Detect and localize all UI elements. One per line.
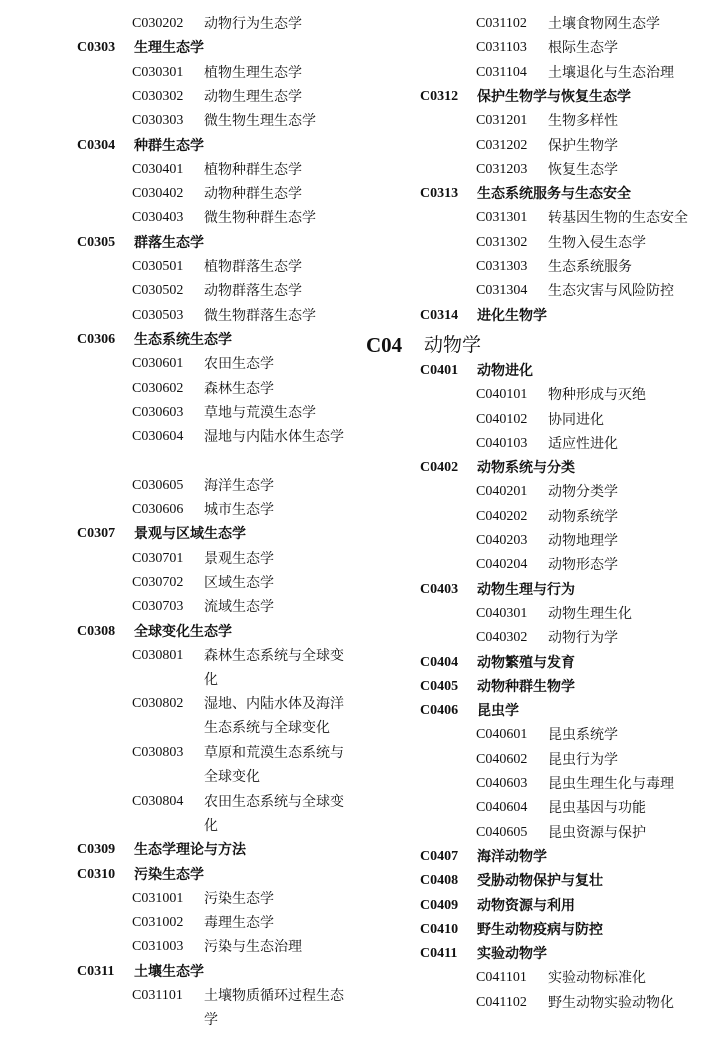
item-code: C0312 <box>420 88 459 104</box>
item-code: C040201 <box>476 484 528 500</box>
item-name: 动物生理生态学 <box>204 88 302 105</box>
item-code: C031102 <box>476 16 527 31</box>
item-name: 根际生态学 <box>548 40 618 57</box>
item-code: C030503 <box>132 307 184 323</box>
item-code: C0303 <box>77 40 116 56</box>
item-name: 动物资源与利用 <box>477 897 575 914</box>
item-name: 保护生物学 <box>548 137 618 154</box>
item-name: 生态系统服务 <box>548 259 632 275</box>
item-code: C0404 <box>420 654 459 670</box>
item-code: C031201 <box>476 113 528 129</box>
item-name: 生理生态学 <box>134 40 204 57</box>
item-name: 植物种群生态学 <box>204 161 302 178</box>
item-code: C040203 <box>476 533 528 548</box>
item-code: C040604 <box>476 800 528 816</box>
item-code: C040202 <box>476 508 528 524</box>
item-code: C030701 <box>132 550 184 566</box>
item-code: C0410 <box>420 921 459 937</box>
item-code: C0409 <box>420 897 459 913</box>
item-name: 农田生态系统与全球变化 <box>204 793 344 834</box>
item-name: 景观与区域生态学 <box>134 526 246 543</box>
item-code: C031202 <box>476 137 528 153</box>
item-code: C0307 <box>77 526 116 542</box>
item-name: 土壤退化与生态治理 <box>548 64 674 81</box>
item-name: 动物行为生态学 <box>204 16 302 32</box>
item-name: 微生物种群生态学 <box>204 210 316 227</box>
item-code: C031104 <box>476 64 527 80</box>
item-name: 土壤物质循环过程生态学 <box>204 988 344 1028</box>
item-name: 农田生态学 <box>204 356 274 373</box>
item-code: C030801 <box>132 647 184 663</box>
item-name: 污染生态学 <box>134 866 204 883</box>
item-code: C030702 <box>132 574 184 590</box>
item-name: 区域生态学 <box>204 574 274 591</box>
item-code: C0304 <box>77 137 116 153</box>
item-code: C030604 <box>132 429 184 445</box>
item-code: C030603 <box>132 404 184 420</box>
item-name: 动物种群生物学 <box>477 678 575 695</box>
item-name: 实验动物学 <box>477 946 547 963</box>
item-name: 生物多样性 <box>548 113 618 130</box>
item-code: C0403 <box>420 581 459 597</box>
item-code: C031302 <box>476 234 528 250</box>
item-code: C031101 <box>132 988 183 1003</box>
item-code: C0313 <box>420 186 459 202</box>
item-name: 进化生物学 <box>477 307 547 324</box>
item-code: C0406 <box>420 703 459 719</box>
item-code: C0309 <box>77 842 116 858</box>
item-name: 土壤食物网生态学 <box>548 16 660 32</box>
item-code: C0308 <box>77 623 116 639</box>
item-name: 恢复生态学 <box>548 161 618 178</box>
item-code: C0311 <box>77 963 115 979</box>
item-code: C040301 <box>476 605 528 621</box>
item-code: C040302 <box>476 630 528 646</box>
item-code: C030605 <box>132 477 184 493</box>
item-code: C030501 <box>132 259 184 274</box>
item-name: 动物生理生化 <box>548 605 632 622</box>
item-name: 海洋动物学 <box>477 848 547 865</box>
item-name: 草原和荒漠生态系统与全球变化 <box>204 745 344 785</box>
item-code: C031103 <box>476 40 527 56</box>
item-name: 森林生态学 <box>204 380 274 397</box>
item-name: 毒理生态学 <box>204 915 274 932</box>
item-name: 湿地、内陆水体及海洋生态系统与全球变化 <box>204 696 344 737</box>
item-code: C030803 <box>132 745 184 760</box>
item-code: C030703 <box>132 599 184 615</box>
item-name: 生态系统服务与生态安全 <box>477 186 631 203</box>
item-code: C030502 <box>132 283 184 299</box>
item-name: 野生动物实验动物化 <box>548 994 674 1011</box>
item-name: 生态学理论与方法 <box>134 842 246 859</box>
item-code: C030402 <box>132 186 184 202</box>
item-name: 受胁动物保护与复壮 <box>477 873 603 890</box>
item-code: C0306 <box>77 331 116 347</box>
item-code: C040103 <box>476 435 528 451</box>
item-name: 海洋生态学 <box>204 477 274 494</box>
item-name: 流域生态学 <box>204 599 274 616</box>
item-name: 动物学 <box>424 333 482 356</box>
item-name: 昆虫学 <box>477 703 519 720</box>
item-name: 昆虫生理生化与毒理 <box>548 776 674 792</box>
item-name: 物种形成与灭绝 <box>548 387 646 404</box>
item-name: 动物种群生态学 <box>204 186 302 203</box>
item-name: 昆虫基因与功能 <box>548 800 646 817</box>
item-code: C040601 <box>476 727 528 743</box>
item-name: 动物系统与分类 <box>477 460 575 477</box>
item-code: C040101 <box>476 387 528 403</box>
item-name: 微生物生理生态学 <box>204 113 316 130</box>
item-name: 污染生态学 <box>204 890 274 907</box>
item-name: 植物生理生态学 <box>204 64 302 81</box>
item-name: 群落生态学 <box>134 234 204 251</box>
item-code: C031001 <box>132 890 184 906</box>
item-code: C031002 <box>132 915 184 931</box>
item-code: C040605 <box>476 824 528 840</box>
item-code: C031304 <box>476 283 528 299</box>
item-code: C0402 <box>420 460 459 476</box>
item-name: 城市生态学 <box>204 502 274 518</box>
item-name: 实验动物标准化 <box>548 970 646 987</box>
item-code: C0407 <box>420 848 459 864</box>
item-name: 生态灾害与风险防控 <box>548 283 674 300</box>
item-name: 动物生理与行为 <box>477 581 575 598</box>
item-code: C030403 <box>132 210 184 226</box>
item-code: C0305 <box>77 234 116 250</box>
item-code: C030601 <box>132 356 184 372</box>
item-name: 动物地理学 <box>548 533 618 549</box>
item-code: C040102 <box>476 411 528 427</box>
item-name: 种群生态学 <box>134 137 204 154</box>
item-name: 野生动物疫病与防控 <box>477 921 603 938</box>
item-name: 湿地与内陆水体生态学 <box>204 429 344 446</box>
item-name: 动物形态学 <box>548 557 618 574</box>
item-name: 转基因生物的生态安全 <box>548 210 688 227</box>
item-code: C030602 <box>132 380 184 396</box>
item-code: C040603 <box>476 776 528 791</box>
item-name: 微生物群落生态学 <box>204 307 316 324</box>
item-code: C030302 <box>132 88 184 104</box>
item-code: C0408 <box>420 873 459 889</box>
item-name: 动物群落生态学 <box>204 283 302 300</box>
item-code: C030401 <box>132 161 184 177</box>
item-name: 昆虫资源与保护 <box>548 824 646 841</box>
item-name: 土壤生态学 <box>134 963 204 980</box>
item-code: C030202 <box>132 16 184 31</box>
item-code: C0314 <box>420 307 459 323</box>
item-name: 植物群落生态学 <box>204 259 302 275</box>
item-code: C041102 <box>476 994 527 1010</box>
item-code: C0310 <box>77 866 116 882</box>
item-name: 生态系统生态学 <box>134 331 232 348</box>
item-code: C030303 <box>132 113 184 129</box>
item-name: 保护生物学与恢复生态学 <box>477 88 631 105</box>
item-code: C031203 <box>476 161 528 177</box>
item-name: 动物进化 <box>477 362 533 379</box>
item-name: 景观生态学 <box>204 550 274 567</box>
item-name: 动物行为学 <box>548 630 618 647</box>
item-name: 污染与生态治理 <box>204 939 302 956</box>
item-name: 动物分类学 <box>548 484 618 501</box>
item-code: C040602 <box>476 751 528 767</box>
item-name: 昆虫行为学 <box>548 751 618 768</box>
item-code: C0411 <box>420 946 458 962</box>
item-code: C0405 <box>420 678 459 694</box>
item-code: C030802 <box>132 696 184 712</box>
item-name: 适应性进化 <box>548 435 618 452</box>
item-name: 森林生态系统与全球变化 <box>204 647 344 688</box>
item-code: C030804 <box>132 793 184 809</box>
item-name: 草地与荒漠生态学 <box>204 404 316 421</box>
item-code: C040204 <box>476 557 528 573</box>
item-name: 动物繁殖与发育 <box>477 654 575 671</box>
item-code: C031301 <box>476 210 528 226</box>
item-code: C0401 <box>420 362 459 378</box>
item-name: 全球变化生态学 <box>134 623 232 640</box>
item-code: C031303 <box>476 259 528 274</box>
item-code: C030301 <box>132 64 184 80</box>
item-name: 协同进化 <box>548 411 604 428</box>
item-code: C030606 <box>132 502 184 517</box>
item-name: 昆虫系统学 <box>548 727 618 744</box>
item-name: 动物系统学 <box>548 508 618 525</box>
item-code: C04 <box>366 332 403 357</box>
item-code: C031003 <box>132 939 184 955</box>
item-name: 生物入侵生态学 <box>548 234 646 251</box>
item-code: C041101 <box>476 970 527 986</box>
